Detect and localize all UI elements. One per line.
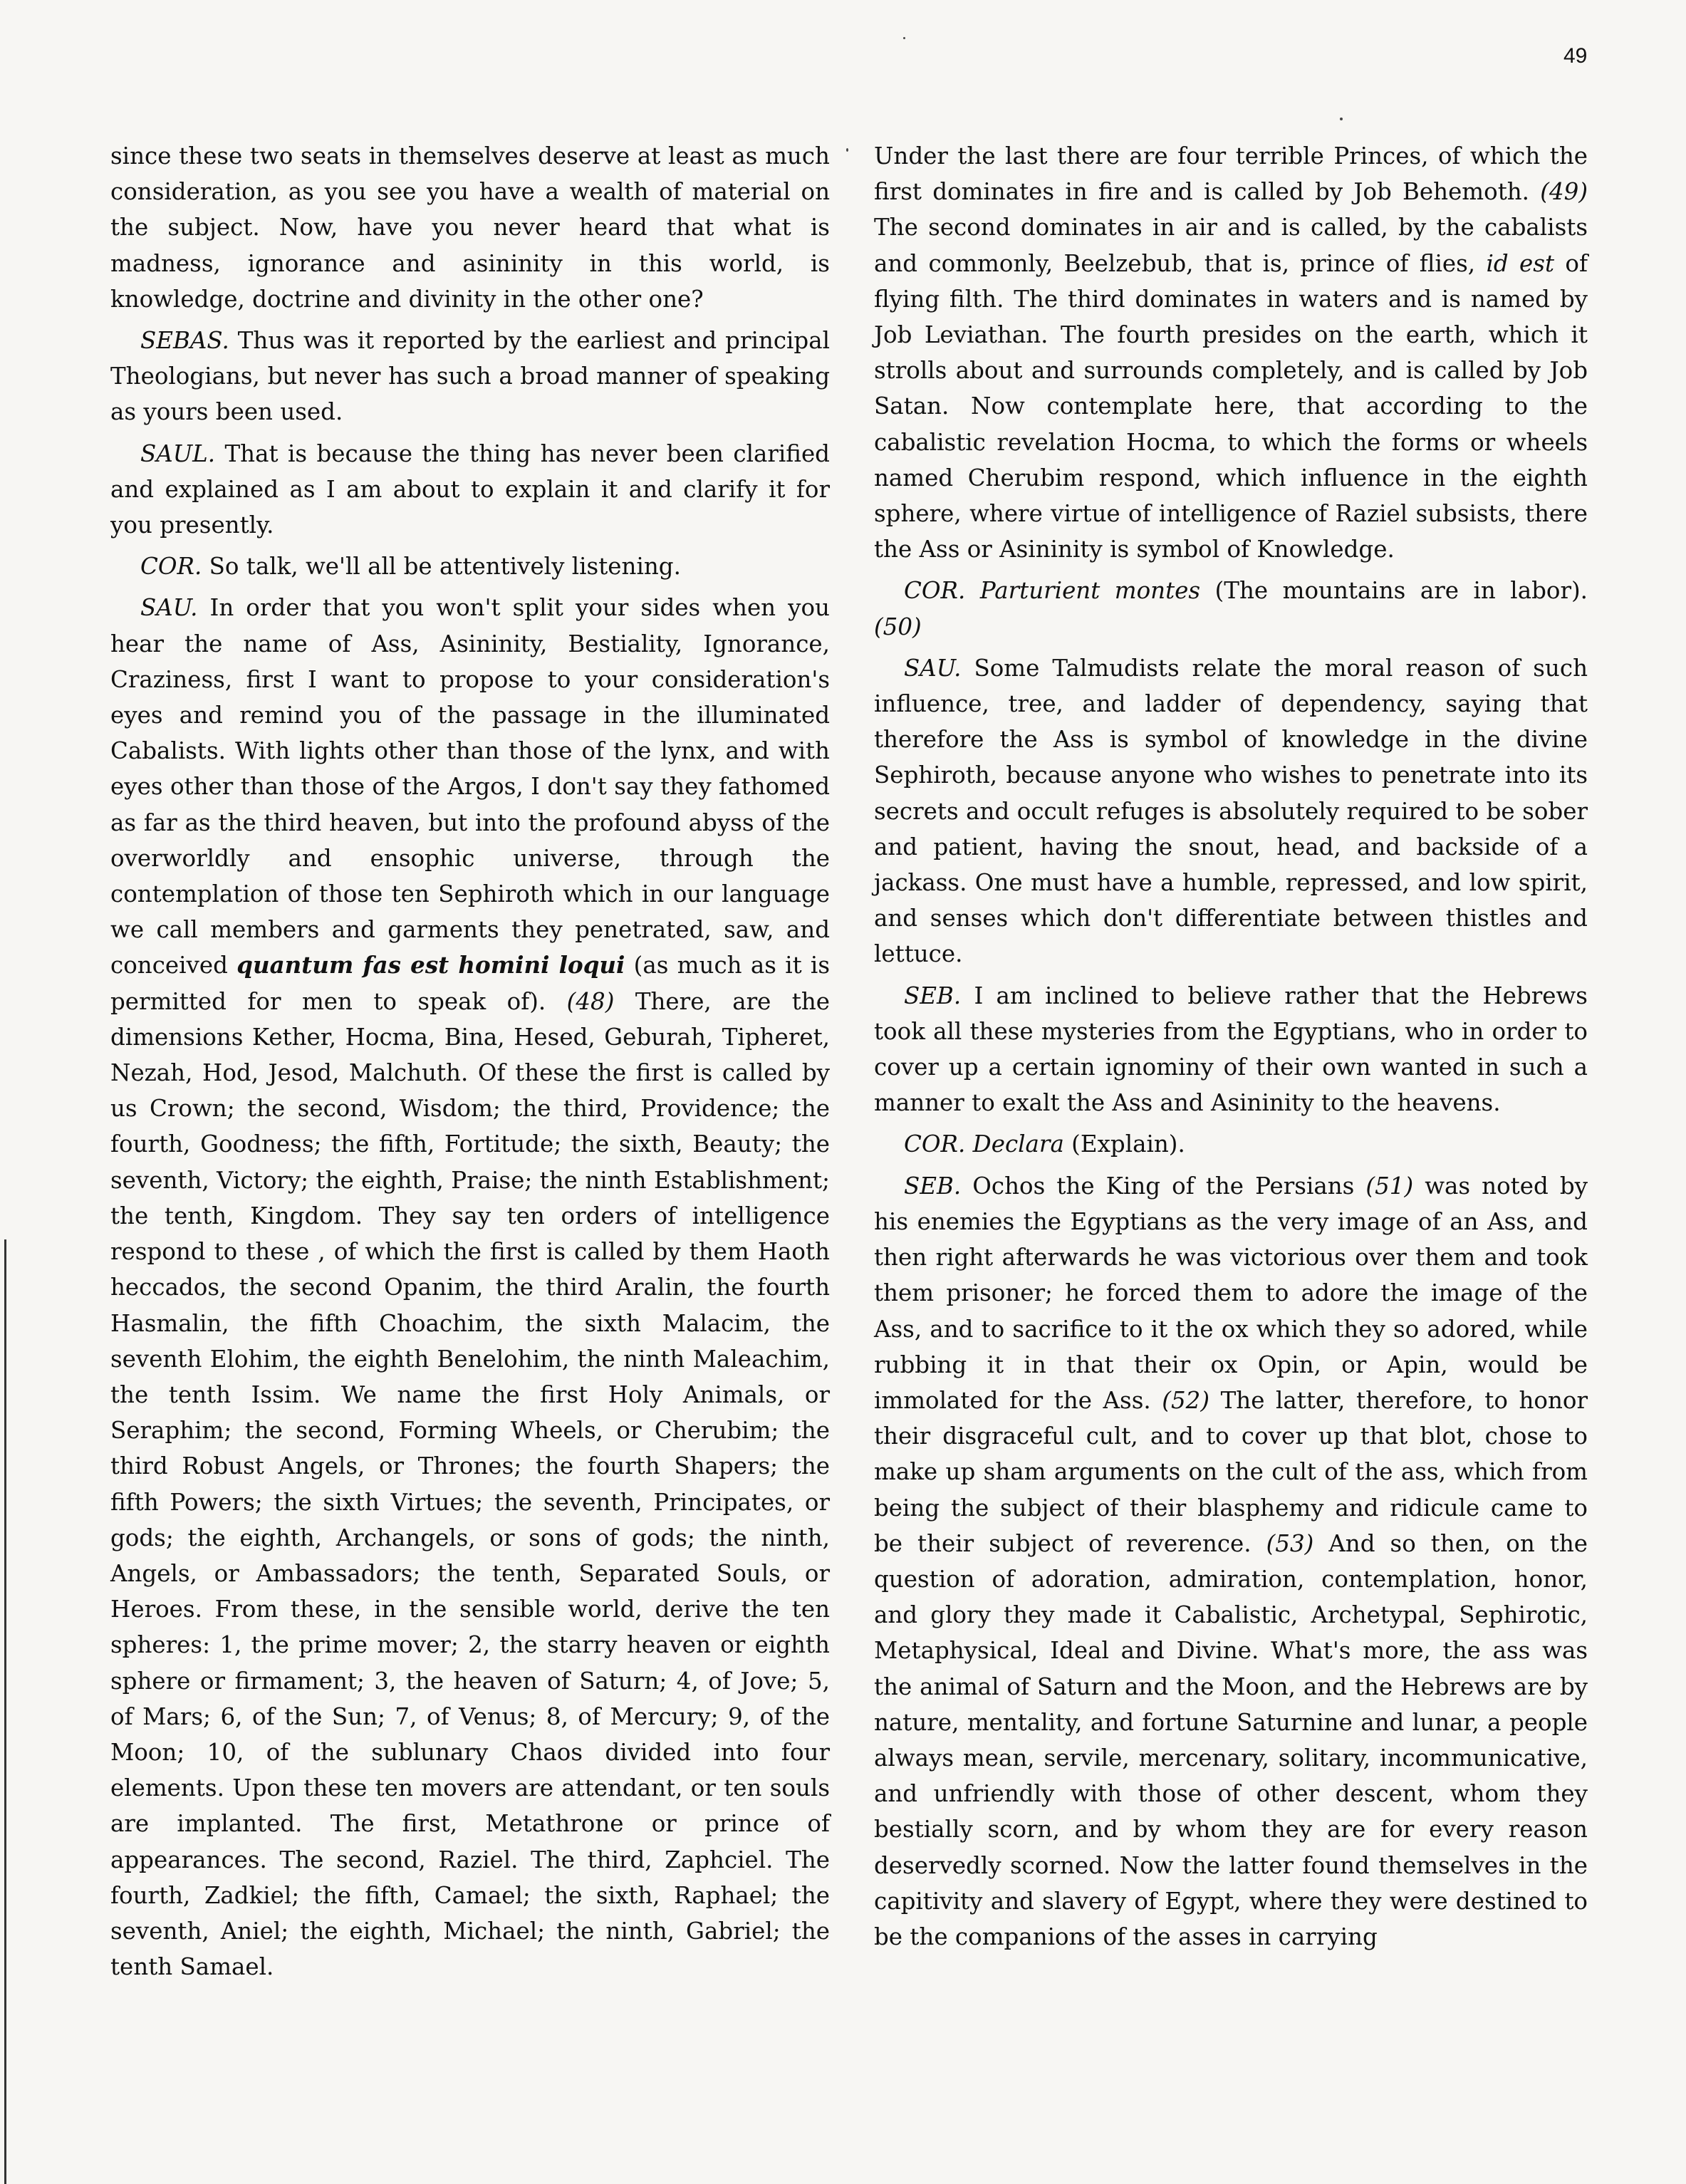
scan-speck [1340,118,1343,120]
speaker-label: SEB. [904,982,962,1009]
left-column [110,138,830,1990]
paragraph-text: The latter, therefore, to honor their disgraceful cult, and to cover up that blot, chose to make up sham arguments on the cult of the ass, which from being the subject of their blasphemy and ridicule came to be their subject of reverence. [874,1386,1588,1557]
footnote-ref: (53) [1266,1529,1314,1557]
paragraph-text: I am inclined to believe rather that the Hebrews took all these mysteries from the Egyptians, who in order to cover up a certain ignominy of their own wanted in such a manner to exalt the Ass and Asininity to the heavens. [874,982,1588,1117]
footnote-ref: (51) [1365,1172,1414,1200]
paragraph-text: Under the last there are four terrible Princes, of which the first dominates in fire and is called by Job Behemoth. [874,142,1588,206]
paragraph-text: There, are the dimensions Kether, Hocma, Bina, Hesed, Geburah, Tipheret, Nezah, Hod, Jesod, Malchuth. Of these the first is called by us Crown; the second, Wisdom; the third, Providence; the fourth, Goodness; the fifth, Fortitude; the sixth, Beauty; the seventh, Victory; the eighth, Praise; the ninth Establishment; the tenth, Kingdom. They say ten orders of intelligence respond to these , of which the first is called by them Haoth heccados, the second Opanim, the third Aralin, the fourth Hasmalin, the fifth Choachim, the sixth Malacim, the seventh Elohim, the eighth Benelohim, the ninth Maleachim, the tenth Issim. We name the first Holy Animals, or Seraphim; the second, Forming Wheels, or Cherubim; the third Robust Angels, or Thrones; the fourth Shapers; the fifth Powers; the sixth Virtues; the seventh, Principates, or gods; the eighth, Archangels, or sons of gods; the ninth, Angels, or Ambassadors; the tenth, Separated Souls, or Heroes. From these, in the sensible world, derive the ten spheres: 1, the prime mover; 2, the starry heaven or eighth sphere or firmament; 3, the heaven of Saturn; 4, of Jove; 5, of Mars; 6, of the Sun; 7, of Venus; 8, of Mercury; 9, of the Moon; 10, of the sublunary Chaos divided into four elements. Upon these ten movers are attendant, or ten souls are implanted. The first, Metathrone or prince of appearances. The second, Raziel. The third, Zaphciel. The fourth, Zadkiel; the fifth, Camael; the sixth, Raphael; the seventh, Aniel; the eighth, Michael; the ninth, Gabriel; the tenth Samael. [110,987,830,1981]
paragraph-text: since these two seats in themselves deserve at least as much consideration, as you see you have a wealth of material on the subject. Now, have you never heard that what is madness, ignorance and asininity in this world, is knowledge, doctrine and divinity in the other one? [110,142,830,313]
binding-edge-mark [4,1239,6,2184]
speaker-label: COR. [904,577,966,605]
footnote-ref: (49) [1540,178,1588,206]
paragraph-text: The second dominates in air and is called, by the cabalists and commonly, Beelzebub, that is, prince of flies, [874,214,1588,277]
speaker-label: SAUL. [140,440,216,467]
speaker-label: COR. [904,1130,966,1158]
paragraph [110,590,830,1985]
right-column [874,138,1588,1960]
paragraph-text: was noted by his enemies the Egyptians as the very image of an Ass, and then right afterwards he was victorious over them and took them prisoner; he forced them to adore the image of the Ass, and to sacrifice to it the ox which they so adored, while rubbing it in that their ox Opin, or Apin, would be immolated for the Ass. [874,1172,1588,1414]
latin-phrase: quantum fas est homini loqui [236,951,625,979]
footnote-ref: (48) [566,987,615,1015]
paragraph-text: Some Talmudists relate the moral reason of such influence, tree, and ladder of dependency, saying that therefore the Ass is symbol of knowledge in the divine Sephiroth, because anyone who wishes to penetrate into its secrets and occult refuges is absolutely required to be sober and patient, having the snout, head, and backside of a jackass. One must have a humble, repressed, and low spirit, and senses which don't differentiate between thistles and lettuce. [874,654,1588,968]
latin-phrase: Parturient montes [979,577,1201,605]
page-number: 49 [1563,44,1588,68]
paragraph [874,573,1588,644]
scan-speck [846,148,848,152]
footnote-ref: (52) [1162,1386,1210,1414]
paragraph-text: That is because the thing has never been clarified and explained as I am about to explain it and clarify it for you presently. [110,440,830,539]
speaker-label: SAU. [140,594,198,622]
speaker-label: SEBAS. [140,327,229,355]
paragraph [110,548,830,584]
paragraph-text: In order that you won't split your sides when you hear the name of Ass, Asininity, Bestiality, Ignorance, Craziness, first I want to propose to your consideration's eyes and remind you of the passage in the illuminated Cabalists. With lights other than those of the lynx, and with eyes other than those of the Argos, I don't say they fathomed as far as the third heaven, but into the profound abyss of the overworldly and ensophic universe, through the contemplation of those ten Sephiroth which in our language we call members and garments they penetrated, saw, and conceived [110,594,830,979]
paragraph-text: (Explain). [1063,1130,1185,1158]
paragraph [874,650,1588,972]
speaker-label: COR. [140,553,202,581]
speaker-label: SAU. [904,654,962,682]
paragraph-text: And so then, on the question of adoration, admiration, contemplation, honor, and glory they made it Cabalistic, Archetypal, Sephirotic, Metaphysical, Ideal and Divine. What's more, the ass was the animal of Saturn and the Moon, and the Hebrews are by nature, mentality, and fortune Saturnine and lunar, a people always mean, servile, mercenary, solitary, incommunicative, and unfriendly with those of other descent, whom they bestially scorn, and by whom they are for every reason deservedly scorned. Now the latter found themselves in the capitivity and slavery of Egypt, where they were destined to be the companions of the asses in carrying [874,1529,1588,1950]
footnote-ref: (50) [874,613,922,640]
paragraph [110,138,830,317]
paragraph-text: (The mountains are in labor). [1200,577,1588,605]
paragraph-text: So talk, we'll all be attentively listening. [202,553,681,581]
paragraph [110,436,830,544]
paragraph-text: Thus was it reported by the earliest and principal Theologians, but never has such a broad manner of speaking as yours been used. [110,327,830,426]
latin-phrase: Declara [972,1130,1064,1158]
latin-phrase: id est [1486,249,1555,277]
paragraph [110,323,830,430]
scan-speck [903,37,905,39]
paragraph-text: of flying filth. The third dominates in waters and is named by Job Leviathan. The fourth presides on the earth, which it strolls about and surrounds completely, and is called by Job Satan. Now contemplate here, that according to the cabalistic revelation Hocma, to which the forms or wheels named Cherubim respond, which influence in the eighth sphere, where virtue of intelligence of Raziel subsists, there the Ass or Asininity is symbol of Knowledge. [874,249,1588,563]
paragraph [874,978,1588,1121]
paragraph-text: Ochos the King of the Persians [961,1172,1366,1200]
paragraph [874,1126,1588,1162]
paragraph [874,1168,1588,1955]
speaker-label: SEB. [904,1172,962,1200]
paragraph [874,138,1588,567]
paragraph-text: (as much as it is permitted for men to speak of). [110,952,830,1015]
